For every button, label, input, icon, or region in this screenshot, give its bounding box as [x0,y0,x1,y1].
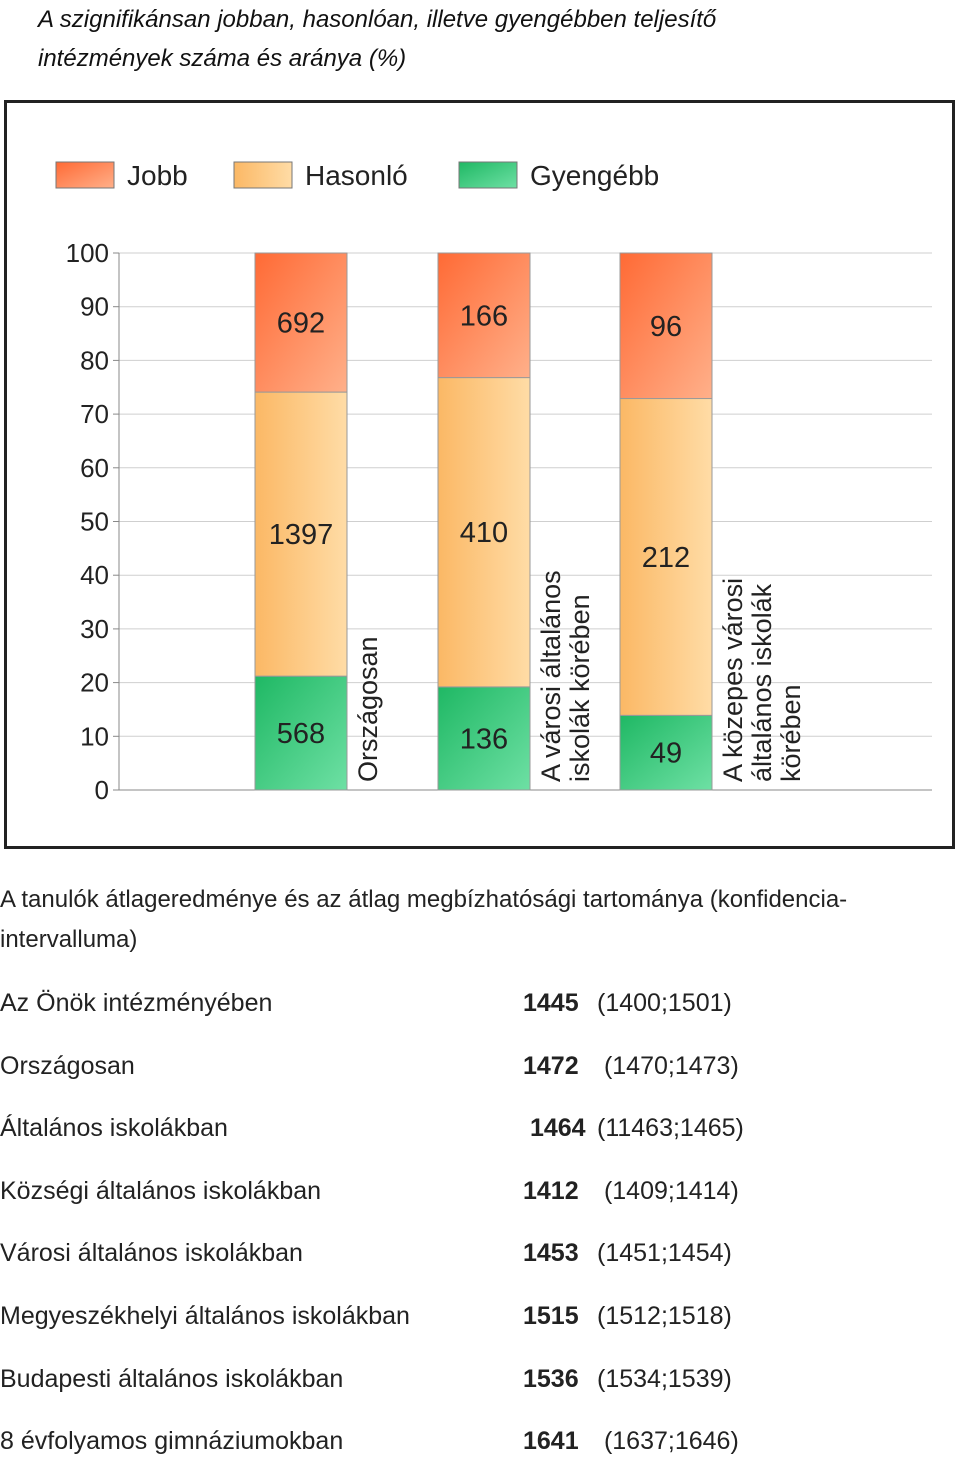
result-interval: (1400;1501) [597,989,732,1017]
y-tick-label: 10 [80,721,109,752]
caption-line-1: A szignifikánsan jobban, hasonlóan, illetve gyengébben teljesítő [38,6,717,33]
result-label: 8 évfolyamos gimnáziumokban [0,1427,344,1456]
result-value: 1641 [523,1427,579,1456]
bars [255,253,712,790]
x-axis-labels [353,570,806,782]
legend-label: Gyengébb [530,160,660,191]
y-tick-label: 50 [80,506,109,537]
x-category-label: általános iskolák [747,583,777,782]
legend-swatch-jobb [56,162,114,188]
bar-data-label: 136 [459,723,509,756]
result-label: Az Önök intézményében [0,989,273,1017]
result-value: 1515 [523,1302,579,1330]
x-category-label: körében [776,684,806,782]
result-value: 1472 [523,1051,579,1080]
result-value: 1412 [523,1176,579,1205]
stacked-bar-chart [7,103,952,846]
x-category-label: A közepes városi [718,577,748,782]
y-tick-label: 60 [80,452,109,483]
result-value: 1445 [523,989,579,1017]
result-value: 1453 [523,1239,579,1268]
bar-data-label: 212 [641,541,691,574]
result-label: Városi általános iskolákban [0,1239,303,1268]
result-interval: (1534;1539) [597,1364,732,1393]
result-interval: (1512;1518) [597,1302,732,1330]
result-interval: (11463;1465) [597,1114,744,1143]
result-label: Általános iskolákban [0,1114,228,1143]
result-interval: (1451;1454) [597,1239,732,1268]
chart-frame [4,100,955,849]
caption-line-2: intézmények száma és aránya (%) [38,45,407,72]
results-heading: A tanulók átlageredménye és az átlag megbízhatósági tartománya (konfidencia-intervalluma) [0,886,848,953]
result-label: Országosan [0,1051,135,1080]
legend-label: Hasonló [305,160,408,191]
result-interval: (1637;1646) [597,1427,739,1456]
result-value: 1536 [523,1364,579,1393]
legend-label: Jobb [127,160,188,191]
bar-data-label: 49 [649,737,683,770]
y-tick-label: 0 [94,775,109,805]
x-category-label: A városi általános [536,570,566,782]
bar-data-label: 692 [276,307,326,340]
legend-swatch-gyengébb [459,162,517,188]
result-label: Községi általános iskolákban [0,1176,322,1205]
result-label: Budapesti általános iskolákban [0,1364,344,1393]
y-tick-label: 90 [80,291,109,322]
legend [56,160,659,191]
result-interval: (1409;1414) [597,1176,739,1205]
y-tick-label: 20 [80,667,109,698]
chart-caption [38,0,918,78]
bar-data-label: 568 [276,718,326,751]
bar-data-label: 96 [649,310,683,343]
legend-swatch-hasonló [234,162,292,188]
y-tick-label: 70 [80,399,109,430]
result-interval: (1470;1473) [597,1051,739,1080]
bar-data-label: 410 [459,517,509,550]
y-tick-label: 40 [80,560,109,591]
result-value: 1464 [523,1114,586,1143]
x-category-label: iskolák körében [565,594,595,782]
bar-data-label: 1397 [268,519,334,552]
y-tick-label: 30 [80,613,109,644]
x-category-label: Országosan [353,636,383,782]
y-tick-label: 80 [80,345,109,376]
bar-data-label: 166 [459,300,509,333]
result-label: Megyeszékhelyi általános iskolákban [0,1302,410,1330]
y-tick-label: 100 [65,238,109,268]
